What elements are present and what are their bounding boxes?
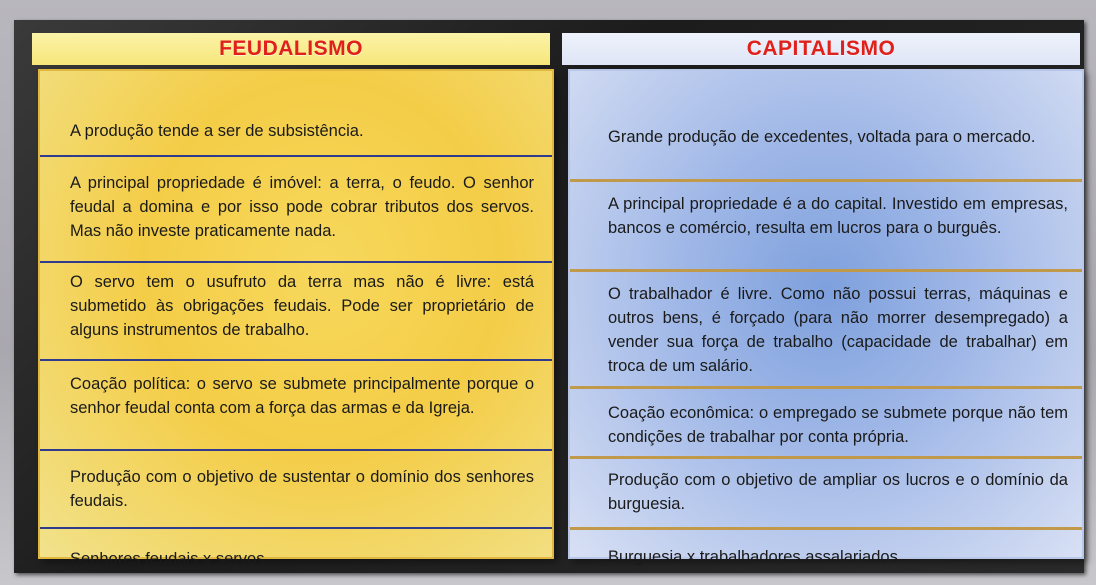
capitalismo-row-objective: Produção com o objetivo de ampliar os lucros e o domínio da burguesia. [608,471,1068,513]
feudalismo-row-coercion: Coação política: o servo se submete principalmente porque o senhor feudal conta com a força das armas e da Igreja. [70,375,534,417]
row-divider [570,386,1082,389]
row-divider [570,527,1082,530]
row-divider [570,269,1082,272]
row-divider [40,261,552,263]
capitalismo-row-worker: O trabalhador é livre. Como não possui terras, máquinas e outros bens, é forçado (para não morrer desempregado) a vender sua força de trabalho (capacidade de trabalhar) em troca de um salário. [608,285,1068,375]
row-divider [40,449,552,451]
feudalismo-row-production: A produção tende a ser de subsistência. [70,122,364,140]
feudalismo-column [32,33,550,568]
feudalismo-row-classes: Senhores feudais x servos. [70,550,270,568]
capitalismo-row-classes: Burguesia x trabalhadores assalariados. [608,548,903,566]
capitalismo-row-property: A principal propriedade é a do capital. Investido em empresas, bancos e comércio, resulta em lucros para o burguês. [608,195,1068,237]
row-divider [40,359,552,361]
row-divider [40,155,552,157]
row-divider [40,527,552,529]
capitalismo-body [568,69,1084,566]
feudalismo-header [32,33,550,65]
capitalismo-column [562,33,1080,566]
feudalismo-row-servo: O servo tem o usufruto da terra mas não é livre: está submetido às obrigações feudais. Pode ser proprietário de alguns instrumentos de trabalho. [70,273,534,339]
feudalismo-body [38,69,554,568]
row-divider [570,456,1082,459]
capitalismo-row-coercion: Coação econômica: o empregado se submete porque não tem condições de trabalhar por conta própria. [608,404,1068,446]
row-divider [570,179,1082,182]
capitalismo-title: CAPITALISMO [746,37,896,60]
feudalismo-row-objective: Produção com o objetivo de sustentar o domínio dos senhores feudais. [70,468,534,510]
capitalismo-row-production: Grande produção de excedentes, voltada para o mercado. [608,128,1036,146]
feudalismo-title: FEUDALISMO [219,37,363,60]
capitalismo-header [562,33,1080,65]
feudalismo-row-property: A principal propriedade é imóvel: a terra, o feudo. O senhor feudal a domina e por isso pode cobrar tributos dos servos. Mas não investe praticamente nada. [70,174,534,240]
